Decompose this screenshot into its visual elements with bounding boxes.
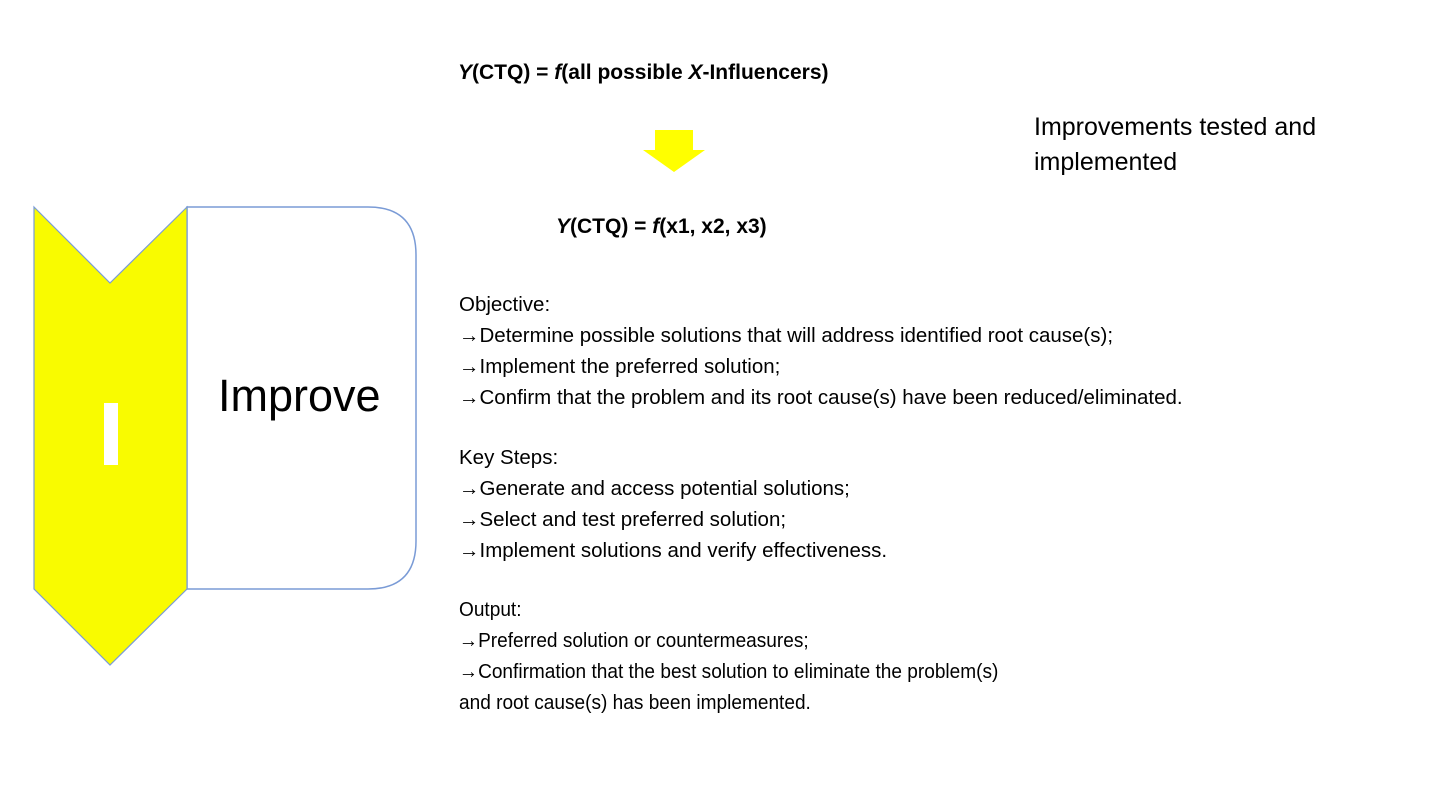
formula-ctq: (CTQ) = — [570, 215, 653, 238]
formula-args: (x1, x2, x3) — [659, 215, 767, 238]
output-section — [459, 594, 1039, 718]
formula-args-b: -Influencers) — [702, 61, 829, 84]
key-steps-section — [459, 442, 887, 566]
formula-f: f — [652, 215, 660, 238]
side-note-line-2: implemented — [1034, 148, 1178, 176]
objective-item: →Determine possible solutions that will address identified root cause(s); — [459, 324, 1114, 347]
phase-chevron-graphic — [30, 203, 422, 671]
output-item: and root cause(s) has been implemented. — [459, 691, 811, 714]
objective-heading: Objective: — [459, 293, 551, 316]
key-step-item: →Implement solutions and verify effectiveness. — [459, 539, 888, 562]
key-step-item: →Select and test preferred solution; — [459, 508, 787, 531]
formula-ctq: (CTQ) = — [472, 61, 555, 84]
phase-name: Improve — [218, 370, 381, 421]
formula-x1-x2-x3 — [556, 215, 767, 239]
key-step-item: →Generate and access potential solutions; — [459, 477, 850, 500]
formula-f: f — [554, 61, 562, 84]
output-item: →Confirmation that the best solution to eliminate the problem(s) — [459, 660, 999, 683]
objective-section — [459, 289, 1183, 413]
side-note — [1034, 110, 1374, 180]
formula-y: Y — [458, 61, 473, 84]
phase-letter-i — [104, 403, 118, 465]
formula-args-a: (all possible — [561, 61, 689, 84]
output-heading: Output: — [459, 598, 522, 621]
formula-x: X — [688, 61, 703, 84]
output-item: →Preferred solution or countermeasures; — [459, 629, 809, 652]
key-steps-heading: Key Steps: — [459, 446, 559, 469]
down-arrow-icon — [643, 130, 705, 172]
objective-item: →Confirm that the problem and its root cause(s) have been reduced/eliminated. — [459, 386, 1183, 409]
formula-y: Y — [556, 215, 571, 238]
objective-item: →Implement the preferred solution; — [459, 355, 781, 378]
side-note-line-1: Improvements tested and — [1034, 113, 1317, 141]
formula-all-influencers — [458, 61, 829, 85]
